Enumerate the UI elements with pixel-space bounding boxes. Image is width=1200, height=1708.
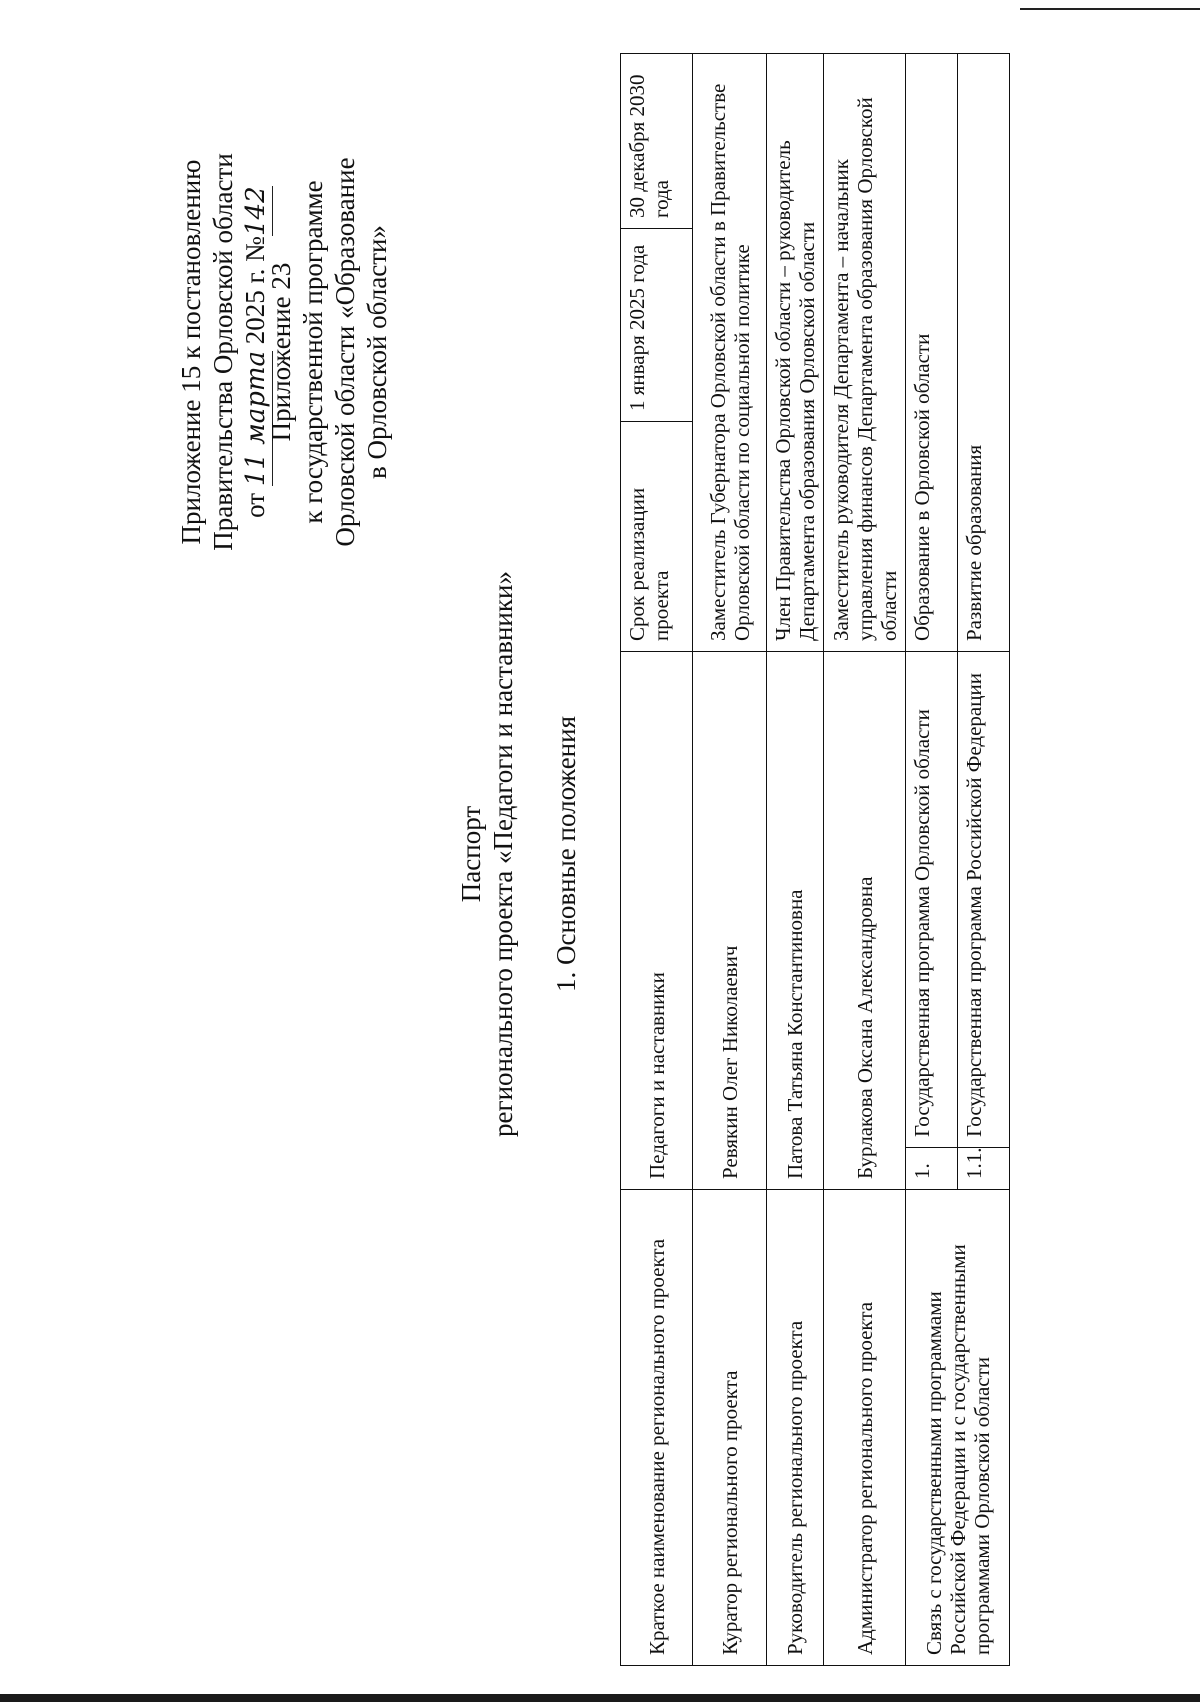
program-appendix-line-2: к государственной программе <box>298 180 328 524</box>
curator-name: Ревякин Олег Николаевич <box>693 652 767 1190</box>
appendix-header <box>175 92 273 612</box>
curator-position: Заместитель Губернатора Орловской области в Правительстве Орловской области по социальной политике <box>693 54 767 652</box>
period-end: 30 декабря 2030 года <box>621 54 693 229</box>
appendix-line-1: Приложение 15 к постановлению <box>176 159 206 545</box>
period-label: Срок реализации проекта <box>621 422 693 652</box>
short-name-label: Краткое наименование регионального проекта <box>621 1190 693 1666</box>
table-row <box>906 54 958 1666</box>
title-line-1: Паспорт <box>456 805 486 903</box>
table-row <box>621 54 693 1666</box>
section-title: 1. Основные положения <box>551 716 581 992</box>
link-label: Связь с государственными программами Российской Федерации и с государственными программами Орловской области <box>906 1190 1010 1666</box>
handwritten-number: 142 <box>241 186 271 236</box>
head-name: Патова Татьяна Константиновна <box>767 652 824 1190</box>
link-item-name: Развитие образования <box>958 54 1010 652</box>
curator-label: Куратор регионального проекта <box>693 1190 767 1666</box>
link-item-name: Образование в Орловской области <box>906 54 958 652</box>
table-row <box>693 54 767 1666</box>
passport-table <box>620 53 1010 1666</box>
program-appendix <box>265 92 393 612</box>
link-item-number: 1.1. <box>958 1148 1010 1190</box>
admin-name: Бурлакова Оксана Александровна <box>824 652 906 1190</box>
program-appendix-line-3: Орловской области «Образование <box>330 157 360 547</box>
table-row <box>824 54 906 1666</box>
handwritten-date: 11 марта <box>241 350 271 487</box>
appendix-line-2: Правительства Орловской области <box>208 153 238 551</box>
link-item-program: Государственная программа Орловской области <box>906 652 958 1148</box>
table-row <box>767 54 824 1666</box>
program-appendix-line-4: в Орловской области» <box>362 225 392 479</box>
admin-label: Администратор регионального проекта <box>824 1190 906 1666</box>
date-prefix: от <box>240 492 270 518</box>
admin-position: Заместитель руководителя Департамента – начальник управления финансов Департамента образования Орловской области <box>824 54 906 652</box>
program-appendix-line-1: Приложение 23 <box>266 262 296 442</box>
title-line-2: регионального проекта «Педагоги и наставники» <box>488 571 518 1137</box>
head-position: Член Правительства Орловской области – руководитель Департамента образования Орловской области <box>767 54 824 652</box>
period-start: 1 января 2025 года <box>621 229 693 422</box>
short-name-value: Педагоги и наставники <box>621 652 693 1190</box>
head-label: Руководитель регионального проекта <box>767 1190 824 1666</box>
year-text: 2025 г. № <box>240 236 270 345</box>
link-item-program: Государственная программа Российской Федерации <box>958 652 1010 1148</box>
link-item-number: 1. <box>906 1148 958 1190</box>
document-title <box>455 0 519 1708</box>
